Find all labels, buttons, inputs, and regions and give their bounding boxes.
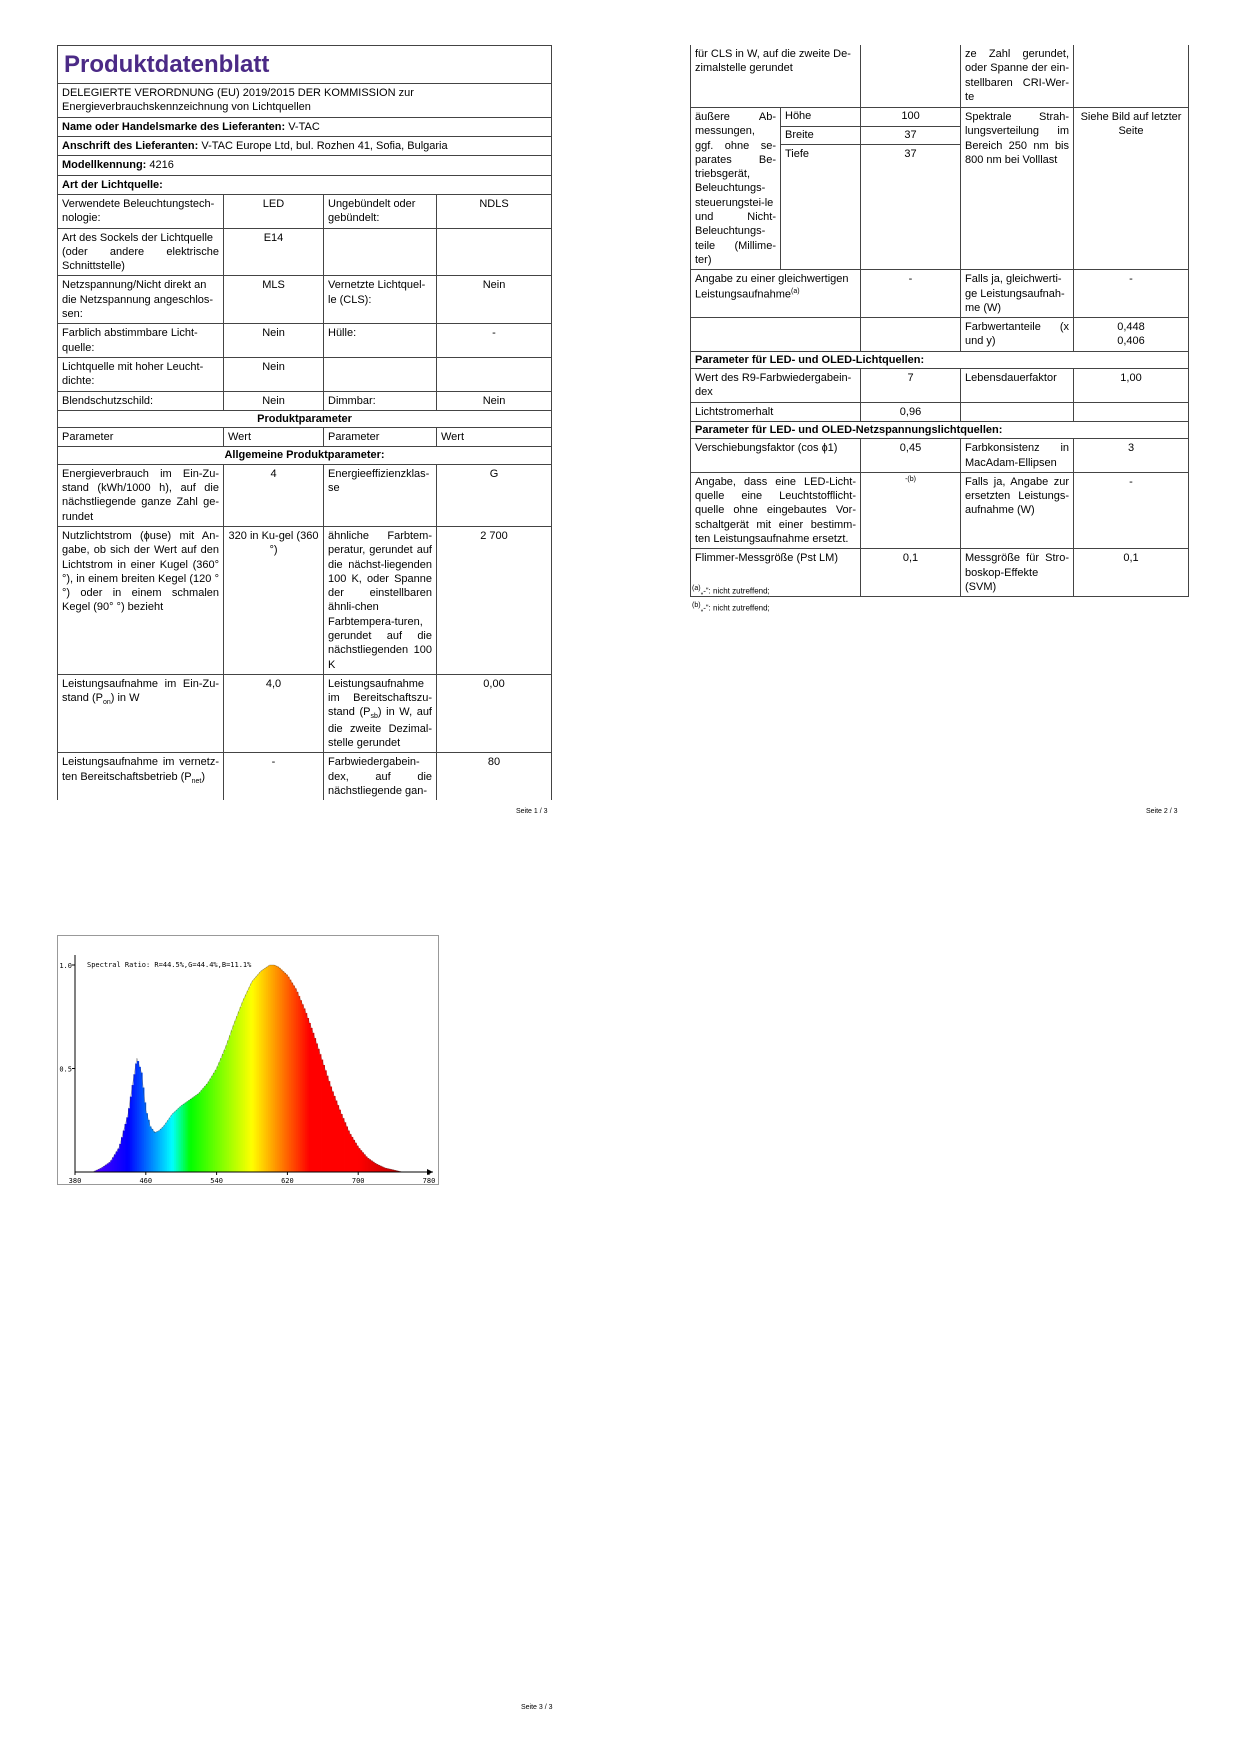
param-cell: Ungebündelt oder gebündelt: [324, 194, 437, 228]
led-params-heading: Parameter für LED- und OLED-Lichtquellen: [691, 351, 1189, 368]
param-text: ) in W [110, 692, 140, 705]
param-cell: Nutzlichtstrom (ɸuse) mit An-gabe, ob sich der Wert auf den Lichtstrom in einer Kugel (360° °), in einem breiten Kegel (120 °°) oder in einem schmalen Kegel (90° °) bezieht [58, 526, 224, 674]
empty-cell [437, 357, 552, 391]
param-cell: Falls ja, Angabe zur ersetzten Leistungs-aufnahme (W) [961, 472, 1074, 548]
x-tick-label: 700 [351, 1177, 365, 1185]
table-row [58, 357, 552, 391]
value-cell: - [437, 324, 552, 358]
empty-cell [961, 402, 1074, 421]
value-cell: Nein [437, 391, 552, 410]
page1-datasheet-table [57, 45, 552, 800]
table-row [691, 318, 1189, 352]
param-cell: Energieverbrauch im Ein-Zu-stand (kWh/1000 h), auf die nächstliegende ganze Zahl ge-rundet [58, 464, 224, 526]
param-cell: Verwendete Beleuchtungstech-nologie: [58, 194, 224, 228]
param-cell: Netzspannung/Nicht direkt an die Netzspannung angeschlos-sen: [58, 276, 224, 324]
param-cell: Verschiebungsfaktor (cos ɸ1) [691, 439, 861, 473]
param-cell: Farbwertanteile (x und y) [961, 318, 1074, 352]
x-tick-label: 620 [281, 1177, 294, 1185]
page-number: Seite 3 / 3 [521, 1704, 553, 1711]
dimensions-label: äußere Ab-messungen, ggf. ohne se-parates Be-triebsgerät, Beleuchtungs-steuerungstei-le und Nicht-Beleuchtungs-teile (Millime-ter) [691, 108, 781, 270]
value-cell: 80 [437, 753, 552, 800]
supplier-value: V-TAC [288, 120, 320, 133]
param-cell: Blendschutzschild: [58, 391, 224, 410]
param-line: (oder andere elektrische Schnittstelle) [62, 245, 219, 273]
table-row [58, 194, 552, 228]
param-cell [58, 674, 224, 752]
param-text: ) [201, 770, 206, 783]
table-row [58, 753, 552, 800]
table-row [58, 674, 552, 752]
value-cell: Nein [437, 276, 552, 324]
depth-label: Tiefe [781, 145, 861, 270]
param-cell: Spektrale Strah-lungsverteilung im Bereich 250 nm bis 800 nm bei Volllast [961, 108, 1074, 270]
subscript: on [102, 699, 111, 707]
param-cell: Vernetzte Lichtquel-le (CLS): [324, 276, 437, 324]
value-cell: Siehe Bild auf letzter Seite [1074, 108, 1189, 270]
model-row [58, 156, 552, 175]
product-params-heading: Produktparameter [58, 410, 552, 427]
table-row [691, 45, 1189, 108]
width-label: Breite [781, 126, 861, 145]
height-label: Höhe [781, 108, 861, 127]
param-text: Angabe zu einer gleichwertigen Leistungsaufnahme [695, 273, 849, 301]
empty-cell [324, 228, 437, 276]
superscript: (a) [791, 287, 800, 295]
table-row [58, 228, 552, 276]
param-cell: für CLS in W, auf die zweite De-zimalstelle gerundet [691, 45, 861, 108]
address-row [58, 137, 552, 156]
page2-datasheet-table [690, 45, 1189, 597]
column-header: Wert [224, 428, 324, 447]
empty-cell [861, 45, 961, 108]
footnote-text: „-“: nicht zutreffend; [700, 586, 770, 596]
param-cell: Lichtquelle mit hoher Leucht-dichte: [58, 357, 224, 391]
table-row [691, 108, 1189, 127]
param-cell [324, 674, 437, 752]
general-params-heading: Allgemeine Produktparameter: [58, 447, 552, 464]
param-cell: Flimmer-Messgröße (Pst LM) [691, 549, 861, 597]
empty-cell [1074, 45, 1189, 108]
param-text: Leistungsaufnahme im Ein-Zu-stand (P [62, 677, 219, 705]
value-cell: 0,00 [437, 674, 552, 752]
empty-cell [437, 228, 552, 276]
mains-params-heading: Parameter für LED- und OLED-Netzspannungslichtquellen: [691, 421, 1189, 438]
height-value: 100 [861, 108, 961, 127]
column-header: Wert [437, 428, 552, 447]
value-cell: 0,1 [1074, 549, 1189, 597]
supplier-label: Name oder Handelsmarke des Lieferanten: [62, 120, 286, 133]
page-number: Seite 1 / 3 [516, 808, 548, 815]
value-cell: - [861, 270, 961, 318]
param-text: Leistungsaufnahme im Bereitschaftszu-stand (P [328, 677, 432, 719]
value-cell: - [224, 753, 324, 800]
table-row [691, 369, 1189, 403]
value-cell [1074, 318, 1189, 352]
empty-cell [1074, 402, 1189, 421]
value-cell: Nein [224, 357, 324, 391]
table-row [58, 464, 552, 526]
table-row [691, 439, 1189, 473]
param-cell [691, 270, 861, 318]
param-cell: Lebensdauerfaktor [961, 369, 1074, 403]
param-text: Leistungsaufnahme im vernetz-ten Bereitschaftsbetrieb (P [62, 756, 219, 783]
value-cell: Nein [224, 324, 324, 358]
param-line: Art des Sockels der Lichtquelle [62, 231, 214, 244]
chart-annotation: Spectral Ratio: R=44.5%,G=44.4%,B=11.1% [87, 961, 252, 969]
value-cell: 0,45 [861, 439, 961, 473]
regulation-text: DELEGIERTE VERORDNUNG (EU) 2019/2015 DER KOMMISSION zur Energieverbrauchskennzeichnung von Lichtquellen [58, 84, 552, 118]
empty-cell [324, 357, 437, 391]
param-cell: Messgröße für Stro-boskop-Effekte (SVM) [961, 549, 1074, 597]
footnote-a [692, 584, 770, 597]
param-cell: Dimmbar: [324, 391, 437, 410]
value-cell: 320 in Ku-gel (360 °) [224, 526, 324, 674]
footnote-b [692, 601, 770, 614]
table-row [58, 276, 552, 324]
x-tick-label: 460 [139, 1177, 153, 1185]
value-cell: 3 [1074, 439, 1189, 473]
empty-cell [691, 318, 861, 352]
chroma-y: 0,406 [1117, 335, 1145, 348]
page-title: Produktdatenblatt [58, 46, 552, 84]
y-tick-label: 0.5 [59, 1065, 72, 1074]
param-cell: Angabe, dass eine LED-Licht-quelle eine Leuchtstofflicht-quelle ohne eingebautes Vor-schaltgerät mit einer bestimm-ten Leistungsaufnahme ersetzt. [691, 472, 861, 548]
table-row [58, 391, 552, 410]
footnote-marker: (a) [692, 585, 701, 592]
depth-value: 37 [861, 145, 961, 270]
table-row [691, 472, 1189, 548]
table-row [58, 324, 552, 358]
width-value: 37 [861, 126, 961, 145]
value-cell: - [1074, 472, 1189, 548]
chroma-x: 0,448 [1117, 321, 1145, 334]
value-cell: 2 700 [437, 526, 552, 674]
x-tick-label: 540 [210, 1177, 223, 1185]
page-number: Seite 2 / 3 [1146, 808, 1178, 815]
param-cell [58, 753, 224, 800]
value-cell: LED [224, 194, 324, 228]
empty-cell [861, 318, 961, 352]
param-cell: Farbkonsistenz in MacAdam-Ellipsen [961, 439, 1074, 473]
param-cell: Hülle: [324, 324, 437, 358]
supplier-row [58, 117, 552, 136]
footnote-text: „-“: nicht zutreffend; [700, 603, 770, 613]
model-label: Modellkennung: [62, 159, 147, 172]
value-cell: NDLS [437, 194, 552, 228]
table-row [691, 270, 1189, 318]
y-tick-label: 1.0 [59, 962, 72, 970]
value-cell: G [437, 464, 552, 526]
subscript: net [191, 777, 202, 785]
value-cell: 7 [861, 369, 961, 403]
model-value: 4216 [149, 159, 174, 172]
param-cell: ze Zahl gerundet, oder Spanne der ein-stellbaren CRI-Wer-te [961, 45, 1074, 108]
address-label: Anschrift des Lieferanten: [62, 140, 199, 153]
param-cell: Energieeffizienzklas-se [324, 464, 437, 526]
value-cell: 0,1 [861, 549, 961, 597]
address-value: V-TAC Europe Ltd, bul. Rozhen 41, Sofia, Bulgaria [201, 140, 448, 153]
value-cell: MLS [224, 276, 324, 324]
param-cell: Farbwiedergabein-dex, auf die nächstliegende gan- [324, 753, 437, 800]
x-tick-label: 380 [68, 1177, 82, 1185]
value-cell: 1,00 [1074, 369, 1189, 403]
column-header: Parameter [58, 428, 224, 447]
light-source-type-heading: Art der Lichtquelle: [58, 175, 552, 194]
value-cell: 4 [224, 464, 324, 526]
table-row [58, 526, 552, 674]
value-cell: 0,96 [861, 402, 961, 421]
subscript: sb [370, 713, 378, 721]
param-cell: Falls ja, gleichwerti-ge Leistungsaufnah-me (W) [961, 270, 1074, 318]
value-cell: -(b) [861, 472, 961, 548]
column-header: Parameter [324, 428, 437, 447]
value-cell: Nein [224, 391, 324, 410]
footnote-marker: (b) [692, 602, 701, 609]
param-text: ) in W, auf die zweite Dezimal-stelle gerundet [328, 706, 432, 750]
param-cell: ähnliche Farbtem-peratur, gerundet auf die nächst-liegenden 100 K, oder Spanne der einstellbaren ähnli-chen Farbtempera-turen, gerundet auf die nächstliegenden 100 K [324, 526, 437, 674]
value-cell: 4,0 [224, 674, 324, 752]
spectral-distribution-chart [57, 935, 439, 1185]
param-cell: Wert des R9-Farbwiedergabein-dex [691, 369, 861, 403]
x-tick-label: 780 [422, 1177, 436, 1185]
param-cell: Lichtstromerhalt [691, 402, 861, 421]
value-cell: - [1074, 270, 1189, 318]
param-cell [58, 228, 224, 276]
table-row [691, 402, 1189, 421]
param-cell: Farblich abstimmbare Licht-quelle: [58, 324, 224, 358]
table-header-row [58, 428, 552, 447]
value-cell: E14 [224, 228, 324, 276]
